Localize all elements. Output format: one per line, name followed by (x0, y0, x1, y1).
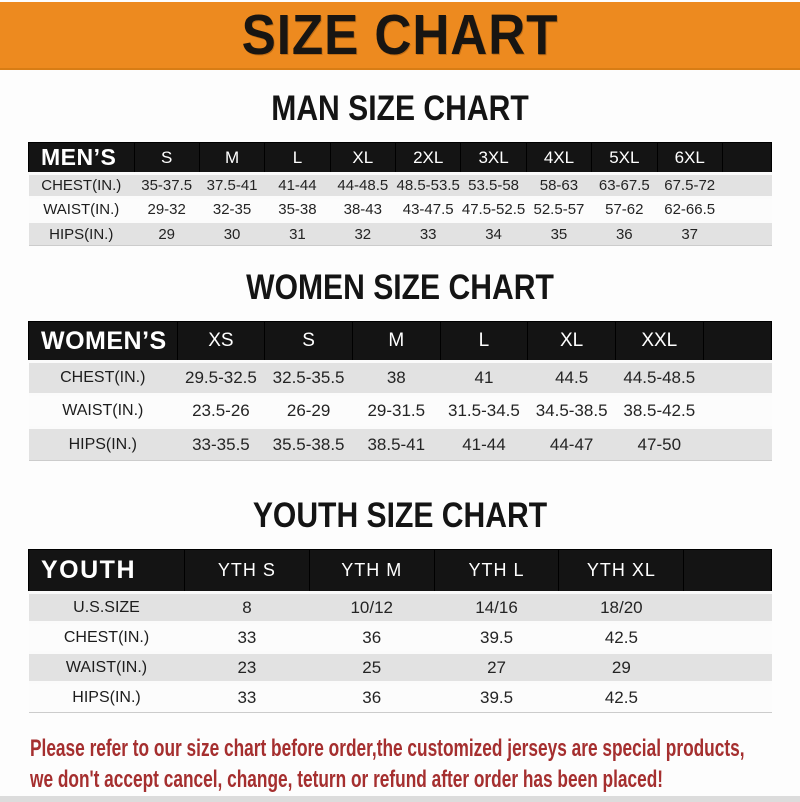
banner-title: SIZE CHART (241, 3, 559, 67)
size-cell: 39.5 (434, 623, 559, 653)
row-label: HIPS(IN.) (29, 683, 185, 713)
size-cell: 31.5-34.5 (440, 395, 528, 428)
size-cell: 14/16 (434, 593, 559, 623)
size-cell: 25 (309, 653, 434, 683)
size-cell: 23.5-26 (177, 395, 265, 428)
size-cell: 32 (330, 222, 395, 246)
women-size-table (28, 321, 772, 461)
men-column-header: 4XL (526, 143, 591, 174)
men-column-header: 5XL (592, 143, 657, 174)
row-label: WAIST(IN.) (29, 198, 135, 222)
men-waist-row (29, 198, 772, 222)
size-cell: 48.5-53.5 (396, 174, 461, 198)
men-size-table (28, 142, 772, 246)
youth-chest-row (29, 623, 772, 653)
size-cell: 52.5-57 (526, 198, 591, 222)
youth-table-label: YOUTH (29, 550, 185, 593)
size-cell: 33 (185, 683, 310, 713)
size-cell: 31 (265, 222, 330, 246)
women-column-header: XS (177, 322, 265, 362)
women-table-label: WOMEN’S (29, 322, 178, 362)
spacer-cell (684, 550, 772, 593)
row-label: HIPS(IN.) (29, 222, 135, 246)
banner (0, 2, 800, 70)
size-cell: 41 (440, 362, 528, 395)
size-cell: 38 (352, 362, 440, 395)
youth-column-header: YTH M (309, 550, 434, 593)
size-cell: 8 (185, 593, 310, 623)
size-cell: 44.5 (528, 362, 616, 395)
youth-ussize-row (29, 593, 772, 623)
men-section-title: MAN SIZE CHART (271, 89, 529, 128)
size-cell: 42.5 (559, 683, 684, 713)
size-cell: 36 (309, 683, 434, 713)
size-cell: 35-37.5 (134, 174, 199, 198)
men-table-label: MEN’S (29, 143, 135, 174)
bottom-edge-strip (0, 796, 800, 802)
size-cell: 33 (185, 623, 310, 653)
row-label: WAIST(IN.) (29, 395, 178, 428)
spacer-cell (722, 143, 771, 174)
size-cell: 35-38 (265, 198, 330, 222)
men-column-header: 3XL (461, 143, 526, 174)
size-cell: 27 (434, 653, 559, 683)
size-cell: 44.5-48.5 (615, 362, 703, 395)
size-cell: 44-48.5 (330, 174, 395, 198)
women-column-header: XL (528, 322, 616, 362)
size-cell: 57-62 (592, 198, 657, 222)
women-header-row (29, 322, 772, 362)
size-cell: 42.5 (559, 623, 684, 653)
size-cell: 41-44 (440, 428, 528, 461)
size-cell: 29.5-32.5 (177, 362, 265, 395)
men-header-row (29, 143, 772, 174)
size-cell: 53.5-58 (461, 174, 526, 198)
size-cell: 38.5-42.5 (615, 395, 703, 428)
spacer-cell (684, 683, 772, 713)
youth-waist-row (29, 653, 772, 683)
size-cell: 35.5-38.5 (265, 428, 353, 461)
size-cell: 26-29 (265, 395, 353, 428)
women-chest-row (29, 362, 772, 395)
spacer-cell (722, 222, 771, 246)
women-column-header: L (440, 322, 528, 362)
men-column-header: XL (330, 143, 395, 174)
women-waist-row (29, 395, 772, 428)
row-label: CHEST(IN.) (29, 362, 178, 395)
size-cell: 33-35.5 (177, 428, 265, 461)
size-cell: 29-32 (134, 198, 199, 222)
spacer-cell (722, 198, 771, 222)
size-cell: 23 (185, 653, 310, 683)
spacer-cell (703, 428, 771, 461)
women-hips-row (29, 428, 772, 461)
size-cell: 35 (526, 222, 591, 246)
men-hips-row (29, 222, 772, 246)
men-column-header: M (199, 143, 264, 174)
spacer-cell (703, 322, 771, 362)
size-cell: 67.5-72 (657, 174, 722, 198)
size-cell: 37 (657, 222, 722, 246)
youth-column-header: YTH L (434, 550, 559, 593)
size-cell: 44-47 (528, 428, 616, 461)
men-column-header: S (134, 143, 199, 174)
row-label: CHEST(IN.) (29, 174, 135, 198)
size-cell: 63-67.5 (592, 174, 657, 198)
disclaimer (0, 733, 800, 795)
row-label: U.S.SIZE (29, 593, 185, 623)
row-label: CHEST(IN.) (29, 623, 185, 653)
size-cell: 58-63 (526, 174, 591, 198)
row-label: HIPS(IN.) (29, 428, 178, 461)
men-column-header: 2XL (396, 143, 461, 174)
spacer-cell (684, 653, 772, 683)
size-cell: 30 (199, 222, 264, 246)
size-cell: 47.5-52.5 (461, 198, 526, 222)
spacer-cell (684, 623, 772, 653)
spacer-cell (703, 395, 771, 428)
size-cell: 34 (461, 222, 526, 246)
size-cell: 43-47.5 (396, 198, 461, 222)
youth-hips-row (29, 683, 772, 713)
youth-section-title: YOUTH SIZE CHART (252, 496, 548, 535)
disclaimer-line-1: Please refer to our size chart before order,the customized jerseys are special products, (30, 735, 745, 762)
size-cell: 34.5-38.5 (528, 395, 616, 428)
women-section-title: WOMEN SIZE CHART (246, 268, 554, 307)
spacer-cell (703, 362, 771, 395)
size-cell: 33 (396, 222, 461, 246)
size-cell: 32-35 (199, 198, 264, 222)
women-column-header: XXL (615, 322, 703, 362)
size-cell: 39.5 (434, 683, 559, 713)
men-chest-row (29, 174, 772, 198)
youth-size-table (28, 549, 772, 713)
size-cell: 29 (559, 653, 684, 683)
women-column-header: M (352, 322, 440, 362)
size-cell: 47-50 (615, 428, 703, 461)
size-cell: 62-66.5 (657, 198, 722, 222)
size-cell: 36 (592, 222, 657, 246)
size-cell: 32.5-35.5 (265, 362, 353, 395)
youth-header-row (29, 550, 772, 593)
youth-column-header: YTH S (185, 550, 310, 593)
spacer-cell (722, 174, 771, 198)
size-cell: 18/20 (559, 593, 684, 623)
size-cell: 36 (309, 623, 434, 653)
row-label: WAIST(IN.) (29, 653, 185, 683)
women-column-header: S (265, 322, 353, 362)
men-column-header: L (265, 143, 330, 174)
size-cell: 38.5-41 (352, 428, 440, 461)
size-cell: 29 (134, 222, 199, 246)
size-cell: 38-43 (330, 198, 395, 222)
men-column-header: 6XL (657, 143, 722, 174)
disclaimer-line-2: we don't accept cancel, change, teturn or refund after order has been placed! (30, 766, 664, 793)
size-chart-page (0, 2, 800, 802)
youth-column-header: YTH XL (559, 550, 684, 593)
size-cell: 37.5-41 (199, 174, 264, 198)
size-cell: 10/12 (309, 593, 434, 623)
size-cell: 29-31.5 (352, 395, 440, 428)
spacer-cell (684, 593, 772, 623)
size-cell: 41-44 (265, 174, 330, 198)
